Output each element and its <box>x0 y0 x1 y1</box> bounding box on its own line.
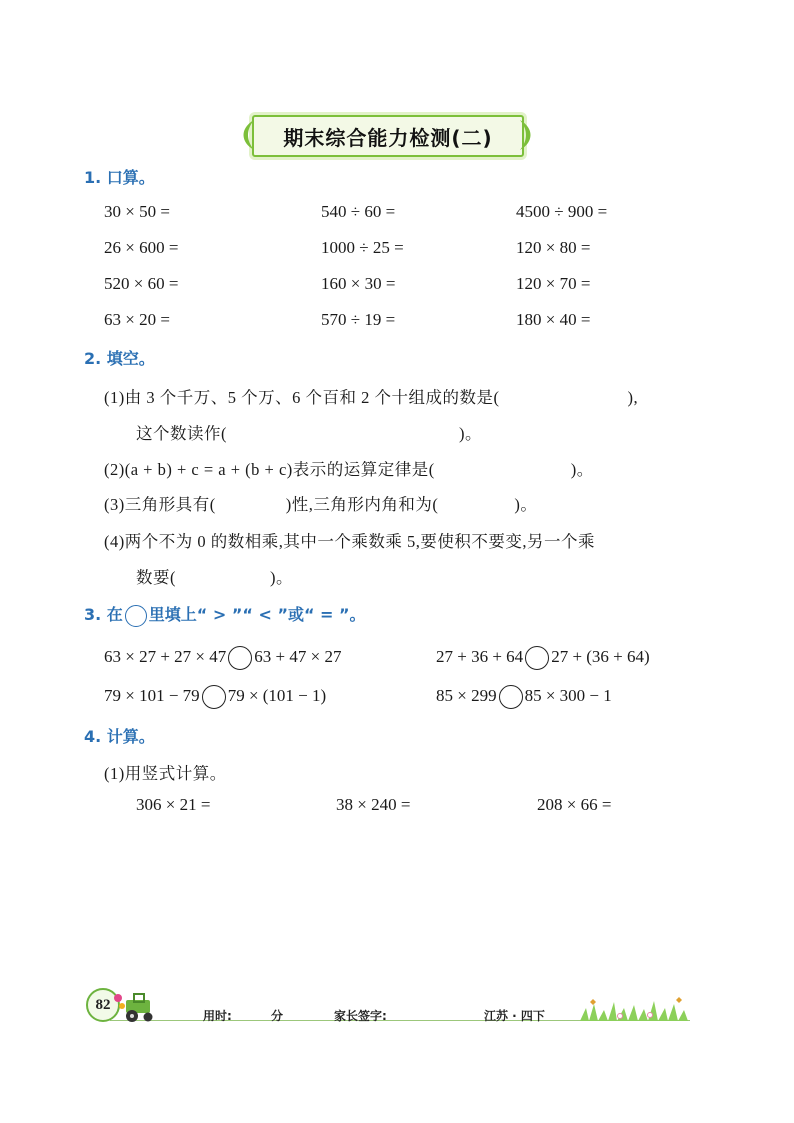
compare-left: 79 × 101 − 79 <box>104 685 200 705</box>
sub-question: (1)用竖式计算。 <box>104 764 227 783</box>
question-text: )。 <box>570 460 594 479</box>
compare-item <box>104 646 341 670</box>
fill-question-2 <box>104 456 594 480</box>
title-banner <box>252 115 524 157</box>
compare-circle[interactable] <box>228 646 252 670</box>
calc-item: 520 × 60 = <box>104 274 179 293</box>
compare-circle[interactable] <box>202 685 226 709</box>
parent-sign-label: 家长签字: <box>334 1009 387 1023</box>
calc-item: 120 × 80 = <box>516 238 591 257</box>
time-label: 用时: <box>203 1009 232 1023</box>
leaf-right-icon <box>516 118 538 152</box>
question-text: (3)三角形具有( <box>104 495 216 514</box>
compare-right: 85 × 300 − 1 <box>524 685 612 705</box>
fill-question-1 <box>104 384 638 408</box>
question-text: )。 <box>514 495 538 514</box>
minute-label: 分 <box>271 1009 284 1023</box>
calc-item: 63 × 20 = <box>104 310 170 329</box>
compare-left: 63 × 27 + 27 × 47 <box>104 646 227 666</box>
fill-question-4-line2 <box>136 564 293 588</box>
question-text: (4)两个不为 0 的数相乘,其中一个乘数乘 5,要使积不要变,另一个乘 <box>104 532 595 551</box>
fill-question-1-line2 <box>136 420 482 444</box>
calc-item: 26 × 600 = <box>104 238 179 257</box>
section-3-heading <box>84 602 366 627</box>
vertical-calc-item: 38 × 240 = <box>336 795 411 814</box>
compare-circle[interactable] <box>525 646 549 670</box>
question-text: )性,三角形内角和为( <box>285 495 439 514</box>
calc-item: 160 × 30 = <box>321 274 396 293</box>
compare-right: 79 × (101 − 1) <box>227 685 327 705</box>
compare-left: 85 × 299 <box>436 685 497 705</box>
fill-question-4 <box>104 528 595 552</box>
calc-item: 570 ÷ 19 = <box>321 310 396 329</box>
question-text: (2)(a + b) + c = a + (b + c)表示的运算定律是( <box>104 460 435 479</box>
vertical-calc-item: 208 × 66 = <box>537 795 612 814</box>
grass-icon <box>580 996 690 1022</box>
question-text: )。 <box>459 424 482 443</box>
calc-item: 4500 ÷ 900 = <box>516 202 608 221</box>
question-text: 这个数读作( <box>136 424 227 443</box>
tractor-icon <box>112 990 156 1024</box>
calc-item: 1000 ÷ 25 = <box>321 238 404 257</box>
compare-item <box>436 646 650 670</box>
calc-item: 540 ÷ 60 = <box>321 202 396 221</box>
calc-item: 30 × 50 = <box>104 202 170 221</box>
compare-right: 27 + (36 + 64) <box>551 646 650 666</box>
question-text: 数要( <box>136 568 176 587</box>
compare-left: 27 + 36 + 64 <box>436 646 524 666</box>
page-number: 82 <box>86 988 120 1022</box>
compare-circle[interactable] <box>499 685 523 709</box>
section-1-heading: 1. 口算。 <box>84 168 155 187</box>
leaf-left-icon <box>236 118 258 152</box>
edition-label: 江苏 · 四下 <box>484 1009 545 1023</box>
circle-icon <box>125 605 147 627</box>
question-text: ), <box>627 388 639 407</box>
heading-text: 里填上“ > ”“ < ”或“ = ”。 <box>148 605 366 624</box>
question-text: (1)由 3 个千万、5 个万、6 个百和 2 个十组成的数是( <box>104 388 500 407</box>
compare-right: 63 + 47 × 27 <box>254 646 342 666</box>
calc-item: 120 × 70 = <box>516 274 591 293</box>
page-title: 期末综合能力检测(二) <box>283 126 493 150</box>
question-text: )。 <box>270 568 293 587</box>
section-4-heading: 4. 计算。 <box>84 727 155 746</box>
heading-text: 3. 在 <box>84 605 123 624</box>
fill-question-3 <box>104 491 537 515</box>
compare-item <box>436 685 612 709</box>
section-2-heading: 2. 填空。 <box>84 349 155 368</box>
vertical-calc-item: 306 × 21 = <box>136 795 211 814</box>
calc-item: 180 × 40 = <box>516 310 591 329</box>
compare-item <box>104 685 326 709</box>
